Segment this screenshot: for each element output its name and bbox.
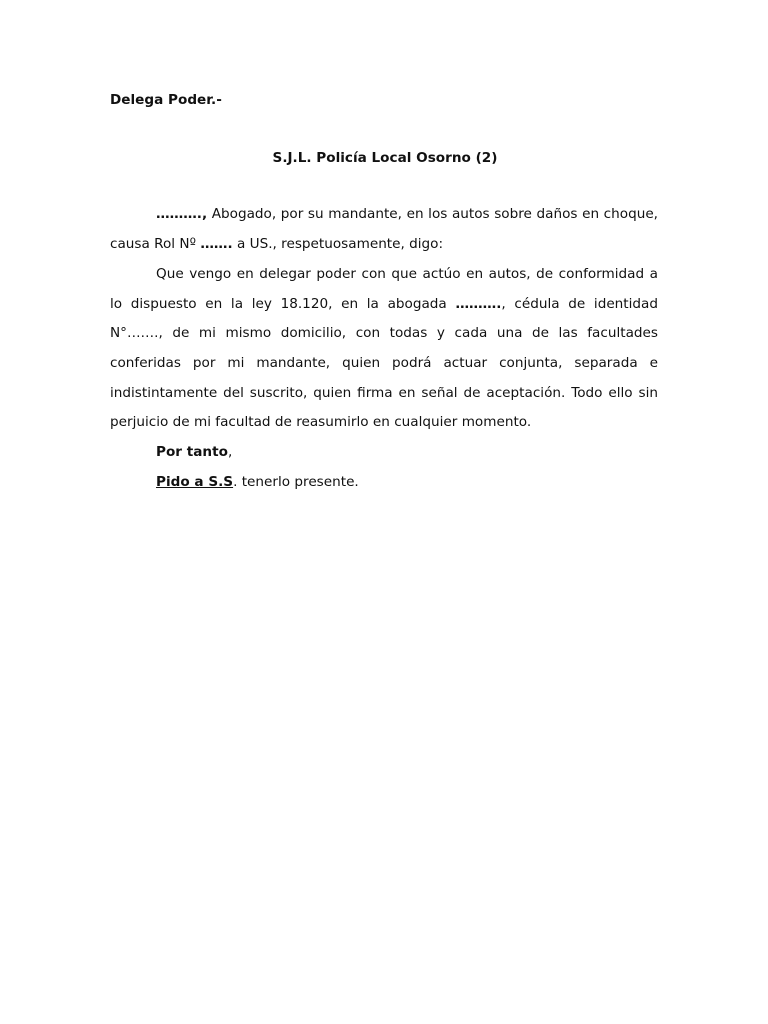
pido-label: Pido a S.S (156, 473, 234, 490)
intro-text-a: Abogado, por su mandante, en los autos sobre daños en choque, causa Rol Nº (110, 206, 658, 253)
intro-text-b: a US., respetuosamente, digo: (232, 236, 444, 253)
request-rest: . tenerlo presente. (233, 473, 359, 490)
delegation-text-b: , cédula de identidad N°……., de mi mismo domicilio, con todas y cada una de las facultades conferidas por mi mandante, quien podrá actuar conjunta, separada e indistintamente del suscrito, quien firma en señal de aceptación. Todo ello sin perjuicio de mi facultad de reasumirlo en cualquier momento. (110, 295, 658, 431)
lawyer-name-blank: ………., (156, 206, 208, 223)
court-addressee: S.J.L. Policía Local Osorno (2) (272, 149, 498, 166)
closing-por-tanto (110, 438, 658, 468)
delegation-text-a: Que vengo en delegar poder con que actúo en autos, de conformidad a lo dispuesto en la ley 18.120, en la abogada (110, 265, 658, 312)
rol-number-blank: ……. (200, 236, 233, 253)
document-body (110, 86, 658, 497)
paragraph-delegation (110, 260, 658, 438)
por-tanto-rest: , (227, 444, 233, 461)
por-tanto-label: Por tanto (156, 444, 228, 461)
closing-request (110, 468, 658, 498)
paragraph-intro (110, 200, 658, 259)
document-heading: Delega Poder.- (110, 92, 222, 108)
delegate-lawyer-blank: ………. (455, 295, 502, 312)
